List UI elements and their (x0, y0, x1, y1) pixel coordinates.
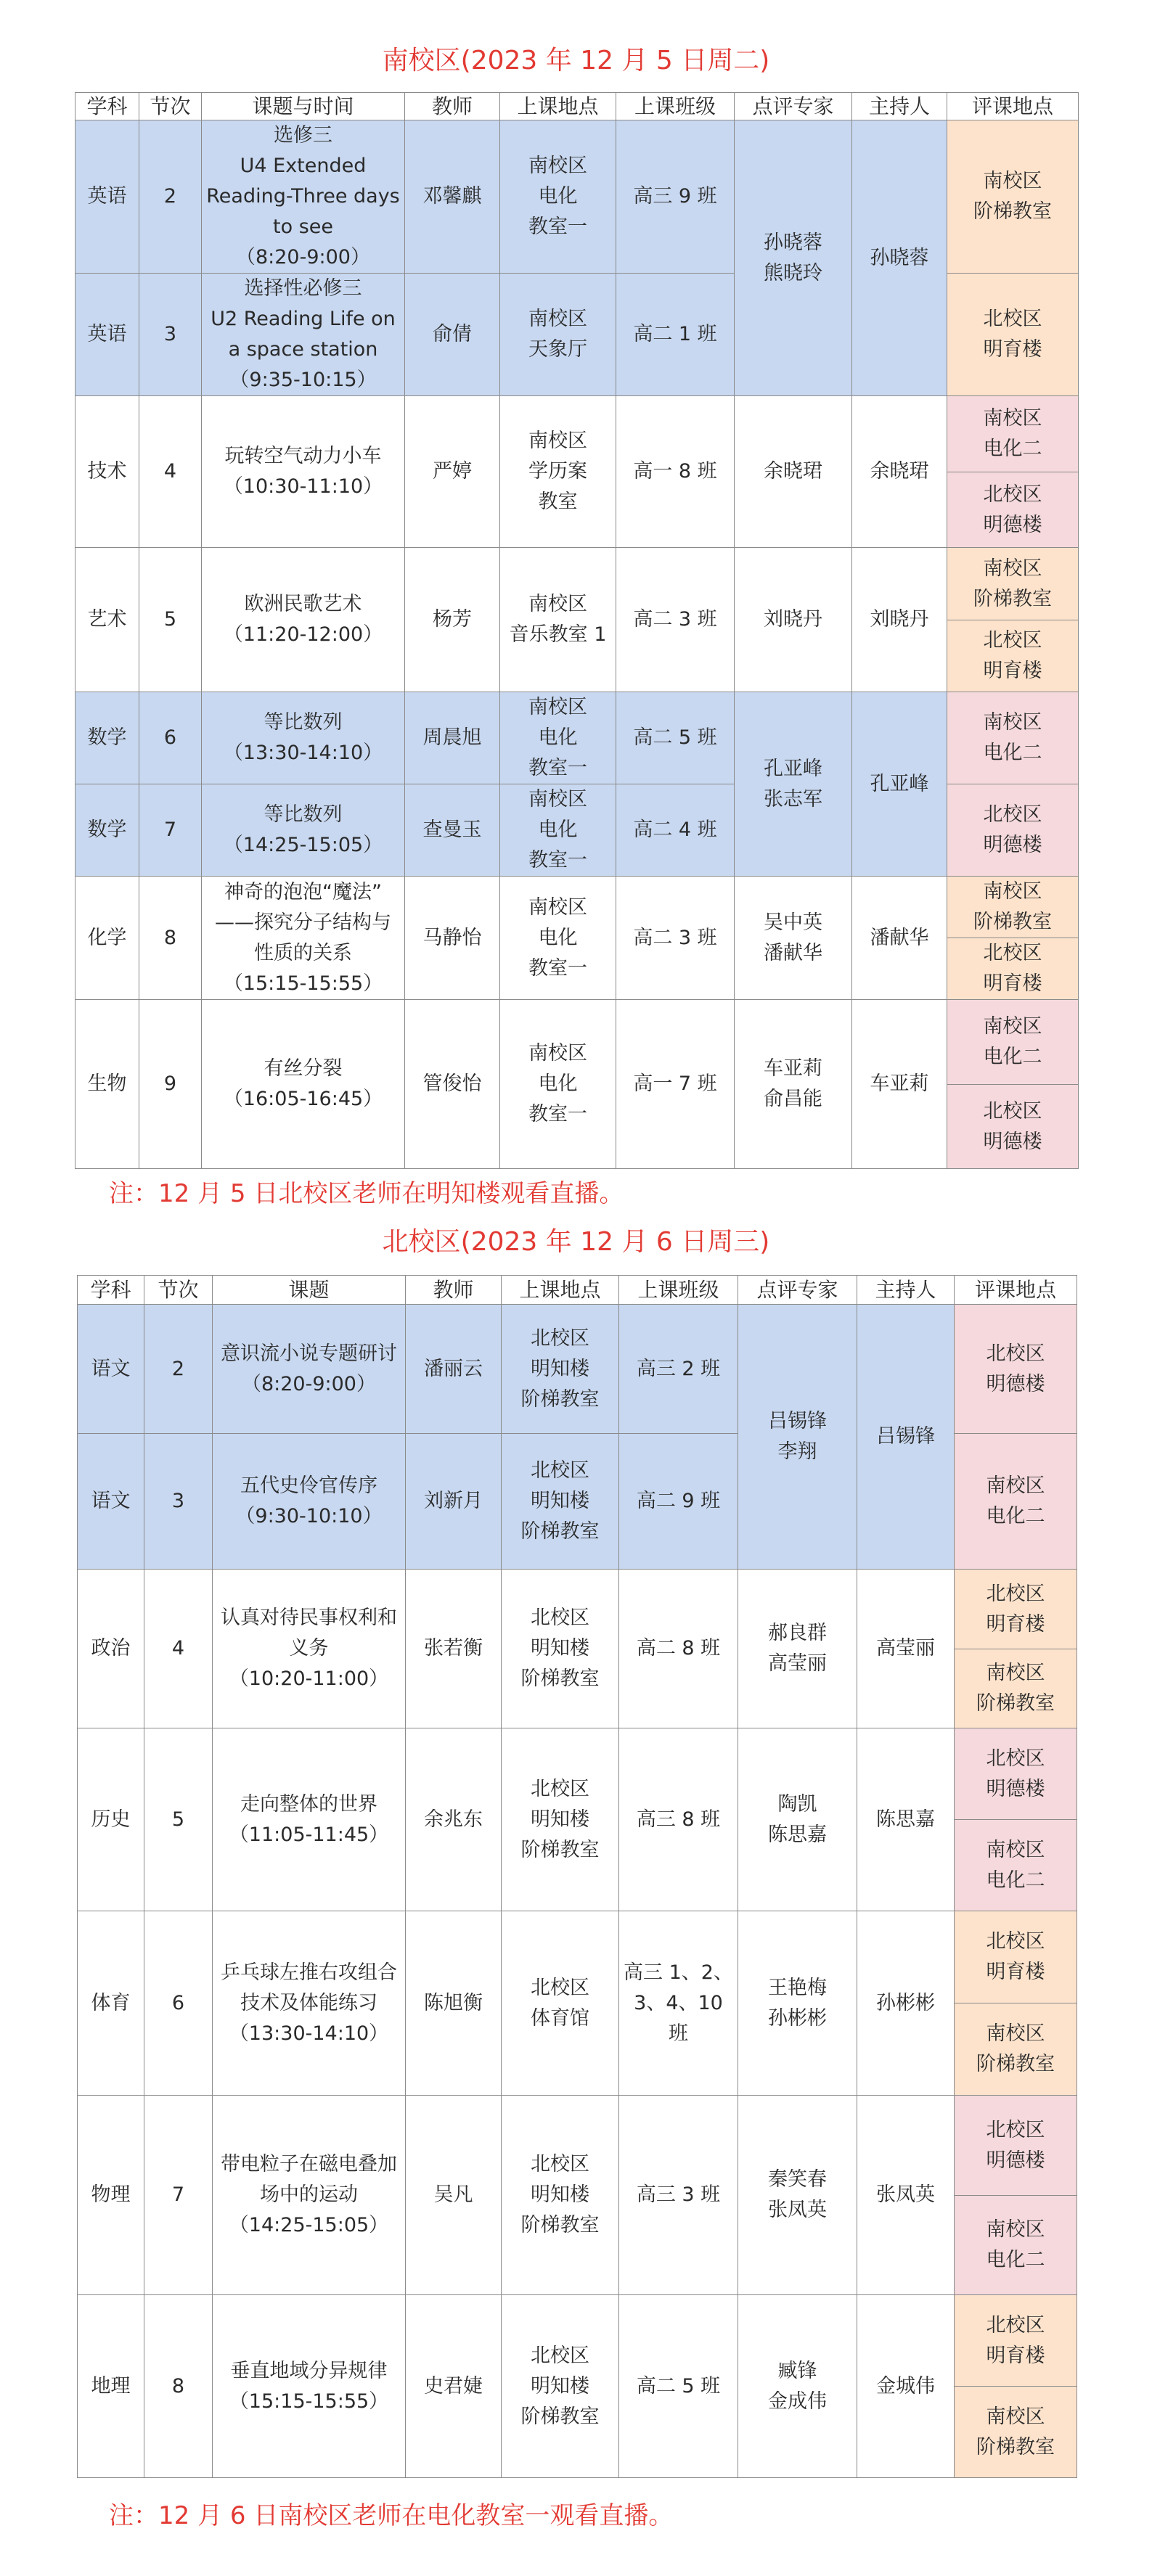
south-campus-title: 南校区(2023 年 12 月 5 日周二) (382, 46, 770, 75)
period-cell: 9 (139, 1000, 202, 1169)
review-location-cell: 南校区 阶梯教室 (955, 2003, 1077, 2096)
location-cell: 北校区 体育馆 (502, 1911, 619, 2096)
review-location-cell: 南校区 阶梯教室 (955, 1649, 1077, 1728)
host-cell: 金城伟 (857, 2295, 955, 2478)
table-row (75, 396, 1079, 472)
topic-cell: 欧洲民歌艺术 （11:20-12:00） (202, 548, 405, 692)
column-header: 上课地点 (500, 93, 616, 120)
teacher-cell: 马静怡 (405, 877, 500, 1000)
teacher-cell: 吴凡 (406, 2096, 502, 2295)
class-cell: 高三 3 班 (619, 2096, 738, 2295)
subject-cell: 地理 (78, 2295, 144, 2478)
host-cell: 吕锡锋 (857, 1305, 955, 1570)
period-cell: 2 (139, 120, 202, 274)
header-row (78, 1276, 1077, 1305)
subject-cell: 体育 (78, 1911, 144, 2096)
column-header: 点评专家 (738, 1276, 857, 1305)
expert-cell: 王艳梅 孙彬彬 (738, 1911, 857, 2096)
teacher-cell: 余兆东 (406, 1728, 502, 1911)
period-cell: 6 (139, 692, 202, 784)
review-location-cell: 北校区 明德楼 (955, 1728, 1077, 1820)
topic-cell: 神奇的泡泡“魔法” ——探究分子结构与性质的关系 （15:15-15:55） (202, 877, 405, 1000)
period-cell: 7 (144, 2096, 213, 2295)
class-cell: 高二 3 班 (616, 877, 735, 1000)
host-cell: 陈思嘉 (857, 1728, 955, 1911)
expert-cell: 孙晓蓉 熊晓玲 (735, 120, 852, 396)
review-location-cell: 南校区 电化二 (947, 692, 1079, 784)
class-cell: 高三 1、2、3、4、10 班 (619, 1911, 738, 2096)
column-header: 上课班级 (616, 93, 735, 120)
subject-cell: 语文 (78, 1305, 144, 1434)
expert-cell: 刘晓丹 (735, 548, 852, 692)
column-header: 学科 (75, 93, 139, 120)
expert-cell: 车亚莉 俞昌能 (735, 1000, 852, 1169)
column-header: 教师 (406, 1276, 502, 1305)
expert-cell: 余晓珺 (735, 396, 852, 548)
topic-cell: 带电粒子在磁电叠加场中的运动 （14:25-15:05） (213, 2096, 406, 2295)
topic-cell: 五代史伶官传序 （9:30-10:10） (213, 1434, 406, 1570)
column-header: 主持人 (852, 93, 947, 120)
review-location-cell: 南校区 电化二 (947, 396, 1079, 472)
class-cell: 高二 3 班 (616, 548, 735, 692)
period-cell: 6 (144, 1911, 213, 2096)
subject-cell: 生物 (75, 1000, 139, 1169)
review-location-cell: 北校区 明德楼 (955, 2096, 1077, 2196)
review-location-cell: 南校区 阶梯教室 (947, 877, 1079, 938)
table-row (78, 1728, 1077, 1820)
table-row (75, 1000, 1079, 1085)
column-header: 主持人 (857, 1276, 955, 1305)
class-cell: 高二 1 班 (616, 274, 735, 396)
topic-cell: 选择性必修三 U2 Reading Life on a space station （9:35-10:15） (202, 274, 405, 396)
class-cell: 高二 5 班 (619, 2295, 738, 2478)
teacher-cell: 严婷 (405, 396, 500, 548)
teacher-cell: 管俊怡 (405, 1000, 500, 1169)
review-location-cell: 南校区 阶梯教室 (955, 2387, 1077, 2478)
column-header: 课题与时间 (202, 93, 405, 120)
review-location-cell: 南校区 阶梯教室 (947, 120, 1079, 274)
host-cell: 孙彬彬 (857, 1911, 955, 2096)
column-header: 上课班级 (619, 1276, 738, 1305)
teacher-cell: 陈旭衡 (406, 1911, 502, 2096)
location-cell: 南校区 电化 教室一 (500, 877, 616, 1000)
location-cell: 南校区 电化 教室一 (500, 692, 616, 784)
review-location-cell: 南校区 电化二 (955, 1434, 1077, 1570)
south-schedule-table (75, 92, 1079, 1169)
teacher-cell: 俞倩 (405, 274, 500, 396)
host-cell: 刘晓丹 (852, 548, 947, 692)
table-row (78, 1570, 1077, 1649)
period-cell: 3 (139, 274, 202, 396)
review-location-cell: 南校区 电化二 (955, 1820, 1077, 1911)
teacher-cell: 周晨旭 (405, 692, 500, 784)
host-cell: 孙晓蓉 (852, 120, 947, 396)
host-cell: 高莹丽 (857, 1570, 955, 1728)
period-cell: 5 (144, 1728, 213, 1911)
period-cell: 2 (144, 1305, 213, 1434)
table-row (78, 2096, 1077, 2196)
class-cell: 高二 4 班 (616, 784, 735, 877)
review-location-cell: 南校区 电化二 (947, 1000, 1079, 1085)
teacher-cell: 潘丽云 (406, 1305, 502, 1434)
column-header: 节次 (144, 1276, 213, 1305)
column-header: 节次 (139, 93, 202, 120)
host-cell: 潘献华 (852, 877, 947, 1000)
review-location-cell: 北校区 明育楼 (947, 620, 1079, 692)
location-cell: 北校区 明知楼 阶梯教室 (502, 1434, 619, 1570)
review-location-cell: 北校区 明德楼 (947, 472, 1079, 548)
expert-cell: 秦笑春 张凤英 (738, 2096, 857, 2295)
expert-cell: 郝良群 高莹丽 (738, 1570, 857, 1728)
class-cell: 高三 8 班 (619, 1728, 738, 1911)
subject-cell: 艺术 (75, 548, 139, 692)
teacher-cell: 史君婕 (406, 2295, 502, 2478)
period-cell: 7 (139, 784, 202, 877)
review-location-cell: 北校区 明育楼 (947, 274, 1079, 396)
host-cell: 余晓珺 (852, 396, 947, 548)
location-cell: 南校区 音乐教室 1 (500, 548, 616, 692)
host-cell: 孔亚峰 (852, 692, 947, 877)
class-cell: 高二 5 班 (616, 692, 735, 784)
topic-cell: 乒乓球左推右攻组合技术及体能练习 （13:30-14:10） (213, 1911, 406, 2096)
topic-cell: 走向整体的世界 （11:05-11:45） (213, 1728, 406, 1911)
class-cell: 高二 8 班 (619, 1570, 738, 1728)
location-cell: 北校区 明知楼 阶梯教室 (502, 1305, 619, 1434)
period-cell: 4 (139, 396, 202, 548)
table-row (78, 2295, 1077, 2387)
column-header: 评课地点 (947, 93, 1079, 120)
table-row (75, 548, 1079, 620)
location-cell: 北校区 明知楼 阶梯教室 (502, 2295, 619, 2478)
expert-cell: 陶凯 陈思嘉 (738, 1728, 857, 1911)
table-row (75, 120, 1079, 274)
north-campus-title: 北校区(2023 年 12 月 6 日周三) (382, 1227, 770, 1257)
teacher-cell: 邓馨麒 (405, 120, 500, 274)
subject-cell: 物理 (78, 2096, 144, 2295)
table-row (75, 692, 1079, 784)
topic-cell: 等比数列 （14:25-15:05） (202, 784, 405, 877)
location-cell: 北校区 明知楼 阶梯教室 (502, 1570, 619, 1728)
column-header: 课题 (213, 1276, 406, 1305)
host-cell: 张凤英 (857, 2096, 955, 2295)
location-cell: 北校区 明知楼 阶梯教室 (502, 2096, 619, 2295)
location-cell: 南校区 电化 教室一 (500, 784, 616, 877)
host-cell: 车亚莉 (852, 1000, 947, 1169)
period-cell: 8 (144, 2295, 213, 2478)
topic-cell: 意识流小说专题研讨 （8:20-9:00） (213, 1305, 406, 1434)
topic-cell: 有丝分裂 （16:05-16:45） (202, 1000, 405, 1169)
teacher-cell: 杨芳 (405, 548, 500, 692)
subject-cell: 数学 (75, 784, 139, 877)
review-location-cell: 南校区 电化二 (955, 2196, 1077, 2295)
subject-cell: 语文 (78, 1434, 144, 1570)
topic-cell: 玩转空气动力小车 （10:30-11:10） (202, 396, 405, 548)
expert-cell: 吕锡锋 李翔 (738, 1305, 857, 1570)
subject-cell: 历史 (78, 1728, 144, 1911)
location-cell: 南校区 电化 教室一 (500, 120, 616, 274)
column-header: 评课地点 (955, 1276, 1077, 1305)
review-location-cell: 北校区 明育楼 (955, 1570, 1077, 1649)
north-schedule-table (77, 1275, 1077, 2478)
location-cell: 南校区 天象厅 (500, 274, 616, 396)
north-campus-note: 注：12 月 6 日南校区老师在电化教室一观看直播。 (109, 2501, 674, 2530)
column-header: 上课地点 (502, 1276, 619, 1305)
period-cell: 3 (144, 1434, 213, 1570)
topic-cell: 等比数列 （13:30-14:10） (202, 692, 405, 784)
teacher-cell: 查曼玉 (405, 784, 500, 877)
column-header: 学科 (78, 1276, 144, 1305)
class-cell: 高三 9 班 (616, 120, 735, 274)
review-location-cell: 北校区 明德楼 (955, 1305, 1077, 1434)
table-row (75, 877, 1079, 938)
review-location-cell: 北校区 明德楼 (947, 1085, 1079, 1169)
class-cell: 高一 8 班 (616, 396, 735, 548)
review-location-cell: 北校区 明育楼 (955, 2295, 1077, 2387)
review-location-cell: 北校区 明育楼 (947, 938, 1079, 1000)
header-row (75, 93, 1079, 120)
column-header: 教师 (405, 93, 500, 120)
location-cell: 南校区 电化 教室一 (500, 1000, 616, 1169)
location-cell: 北校区 明知楼 阶梯教室 (502, 1728, 619, 1911)
expert-cell: 臧锋 金成伟 (738, 2295, 857, 2478)
expert-cell: 孔亚峰 张志军 (735, 692, 852, 877)
subject-cell: 数学 (75, 692, 139, 784)
subject-cell: 英语 (75, 120, 139, 274)
south-campus-note: 注：12 月 5 日北校区老师在明知楼观看直播。 (109, 1179, 624, 1208)
subject-cell: 政治 (78, 1570, 144, 1728)
review-location-cell: 北校区 明德楼 (947, 784, 1079, 877)
period-cell: 4 (144, 1570, 213, 1728)
subject-cell: 化学 (75, 877, 139, 1000)
period-cell: 5 (139, 548, 202, 692)
period-cell: 8 (139, 877, 202, 1000)
topic-cell: 选修三 U4 Extended Reading-Three days to see （8:20-9:00） (202, 120, 405, 274)
class-cell: 高一 7 班 (616, 1000, 735, 1169)
topic-cell: 认真对待民事权利和义务 （10:20-11:00） (213, 1570, 406, 1728)
review-location-cell: 北校区 明育楼 (955, 1911, 1077, 2003)
class-cell: 高二 9 班 (619, 1434, 738, 1570)
teacher-cell: 张若衡 (406, 1570, 502, 1728)
table-row (78, 1305, 1077, 1434)
class-cell: 高三 2 班 (619, 1305, 738, 1434)
teacher-cell: 刘新月 (406, 1434, 502, 1570)
table-row (78, 1911, 1077, 2003)
subject-cell: 技术 (75, 396, 139, 548)
location-cell: 南校区 学历案 教室 (500, 396, 616, 548)
review-location-cell: 南校区 阶梯教室 (947, 548, 1079, 620)
topic-cell: 垂直地域分异规律 （15:15-15:55） (213, 2295, 406, 2478)
column-header: 点评专家 (735, 93, 852, 120)
expert-cell: 吴中英 潘献华 (735, 877, 852, 1000)
subject-cell: 英语 (75, 274, 139, 396)
